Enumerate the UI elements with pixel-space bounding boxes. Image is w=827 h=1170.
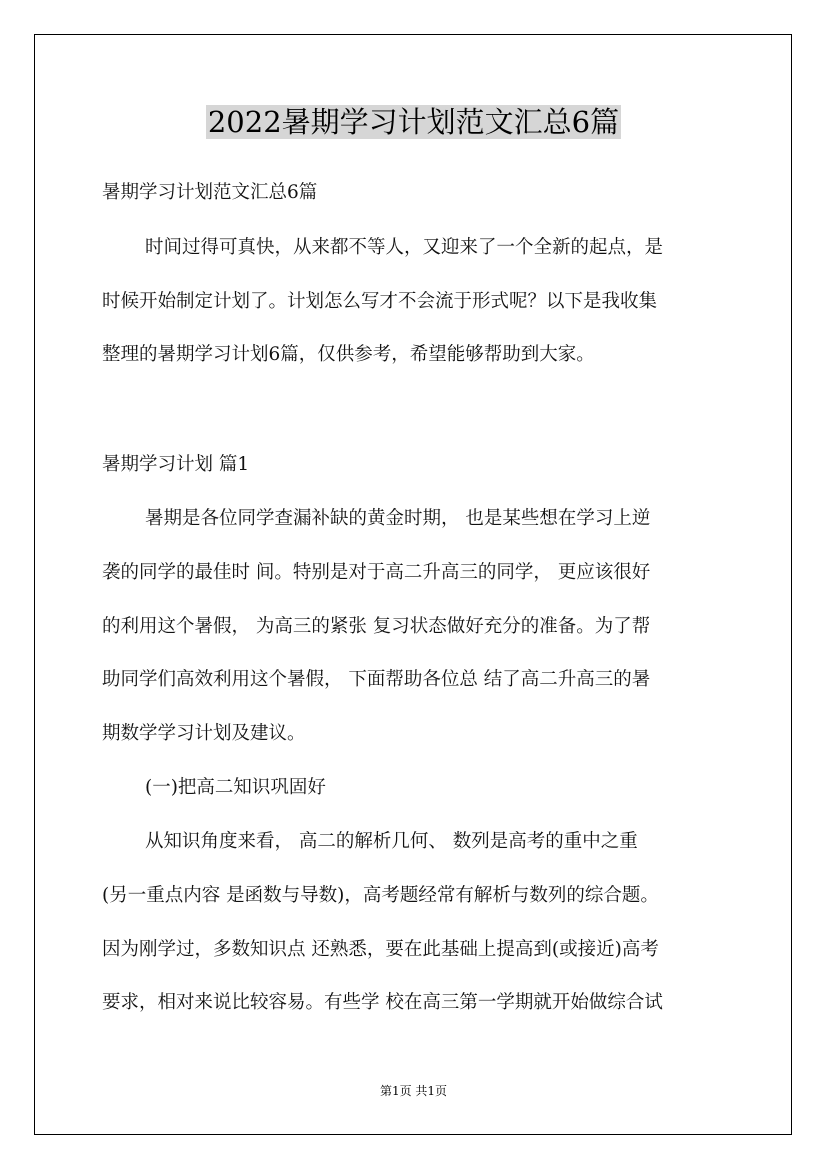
paragraph-line: 助同学们高效利用这个暑假， 下面帮助各位总 结了高二升高三的暑 [102, 669, 651, 690]
title-text: 2022暑期学习计划范文汇总6篇 [207, 105, 620, 139]
paragraph-line: 要求，相对来说比较容易。有些学 校在高三第一学期就开始做综合试 [102, 992, 663, 1013]
document-title [0, 100, 827, 144]
paragraph-line: 从知识角度来看， 高二的解析几何、 数列是高考的重中之重 [145, 831, 638, 852]
paragraph-line: 袭的同学的最佳时 间。特别是对于高二升高三的同学， 更应该很好 [102, 562, 651, 583]
paragraph-line: 的利用这个暑假， 为高三的紧张 复习状态做好充分的准备。为了帮 [102, 616, 651, 637]
paragraph-line: 时间过得可真快，从来都不等人，又迎来了一个全新的起点，是 [145, 237, 664, 258]
paragraph-line: 暑期是各位同学查漏补缺的黄金时期， 也是某些想在学习上逆 [145, 508, 651, 529]
paragraph-line: 时候开始制定计划了。计划怎么写才不会流于形式呢？以下是我收集 [102, 291, 658, 312]
paragraph-line: 整理的暑期学习计划6篇，仅供参考，希望能够帮助到大家。 [102, 344, 595, 365]
section-heading: 暑期学习计划 篇1 [102, 454, 250, 475]
paragraph-line: 期数学学习计划及建议。 [102, 723, 306, 744]
subsection-heading: (一)把高二知识巩固好 [145, 777, 326, 798]
subtitle-line: 暑期学习计划范文汇总6篇 [102, 182, 318, 203]
page-footer: 第1页 共1页 [379, 1084, 448, 1098]
paragraph-line: 因为刚学过，多数知识点 还熟悉，要在此基础上提高到(或接近)高考 [102, 939, 659, 960]
paragraph-line: (另一重点内容 是函数与导数)，高考题经常有解析与数列的综合题。 [102, 885, 659, 906]
